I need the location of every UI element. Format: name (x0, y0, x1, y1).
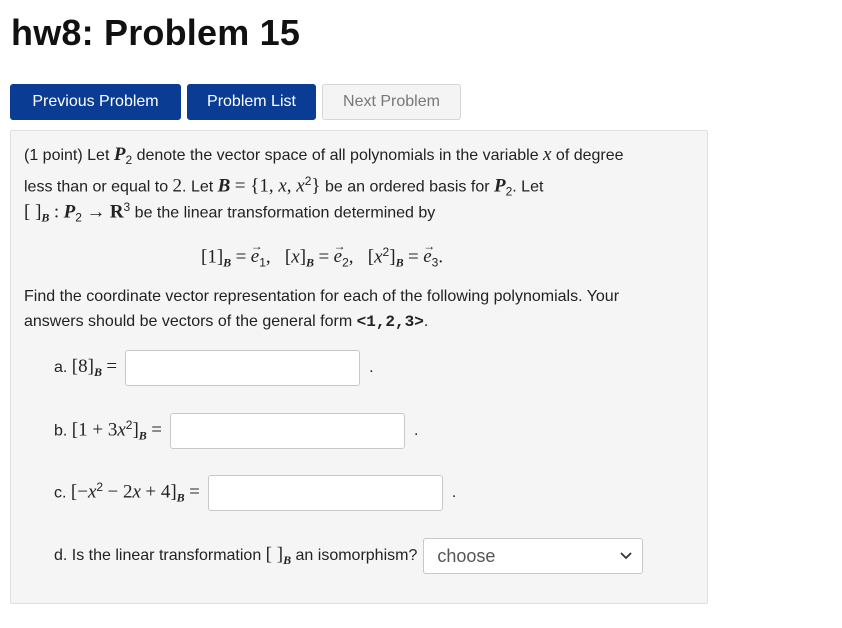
problem-navigation (10, 84, 461, 120)
transform-rule-equation: $[1]_B$ = → $e_1$, $[x]_B$ = → $e_2$, $[x^2]_B$ = → $e_3$. (201, 242, 443, 273)
part-c-answer-input[interactable] (208, 475, 443, 511)
part-b-row (54, 413, 418, 449)
part-a-label: a. $[8]_B$ = (54, 355, 118, 380)
part-a-row (54, 350, 374, 386)
part-c-period: . (451, 484, 457, 501)
part-a-period: . (369, 359, 374, 376)
part-d-label: d. Is the linear transformation [ ]$_B$ an isomorphism? (54, 543, 418, 568)
isomorphism-select[interactable] (423, 538, 643, 574)
instructions-line-1: Find the coordinate vector representation for each of the following polynomials. Your (24, 288, 620, 305)
problem-text-line-1: (1 point) Let $P_2$ denote the vector space of all polynomials in the variable x of degree (24, 144, 624, 168)
problem-text-line-3: [ ]$_B$ : $P_2 \to R^3$ be the linear transformation determined by (24, 200, 436, 225)
format-example: <1,2,3> (356, 313, 424, 331)
problem-text-line-2: less than or equal to 2. Let B = {1, x, $x^2$} be an ordered basis for $P_2$. Let (24, 174, 544, 199)
problem-points: (1 point) (24, 147, 83, 164)
part-c-label: c. $[-x^2 - 2x + 4]_B$ = (54, 480, 200, 505)
part-b-answer-input[interactable] (170, 413, 405, 449)
next-problem-button[interactable]: Next Problem (322, 84, 461, 120)
part-b-period: . (413, 422, 419, 439)
problem-body (10, 130, 708, 604)
part-c-row (54, 475, 456, 511)
part-b-label: b. $[1 + 3x^2]_B$ = (54, 418, 162, 443)
part-d-row (54, 538, 643, 574)
problem-list-button[interactable]: Problem List (187, 84, 316, 120)
select-value: choose (437, 545, 496, 566)
chevron-down-icon (620, 552, 632, 560)
part-a-answer-input[interactable] (125, 350, 360, 386)
instructions-line-2: answers should be vectors of the general form <1,2,3>. (24, 313, 429, 331)
page-title: hw8: Problem 15 (11, 12, 301, 53)
previous-problem-button[interactable]: Previous Problem (10, 84, 181, 120)
